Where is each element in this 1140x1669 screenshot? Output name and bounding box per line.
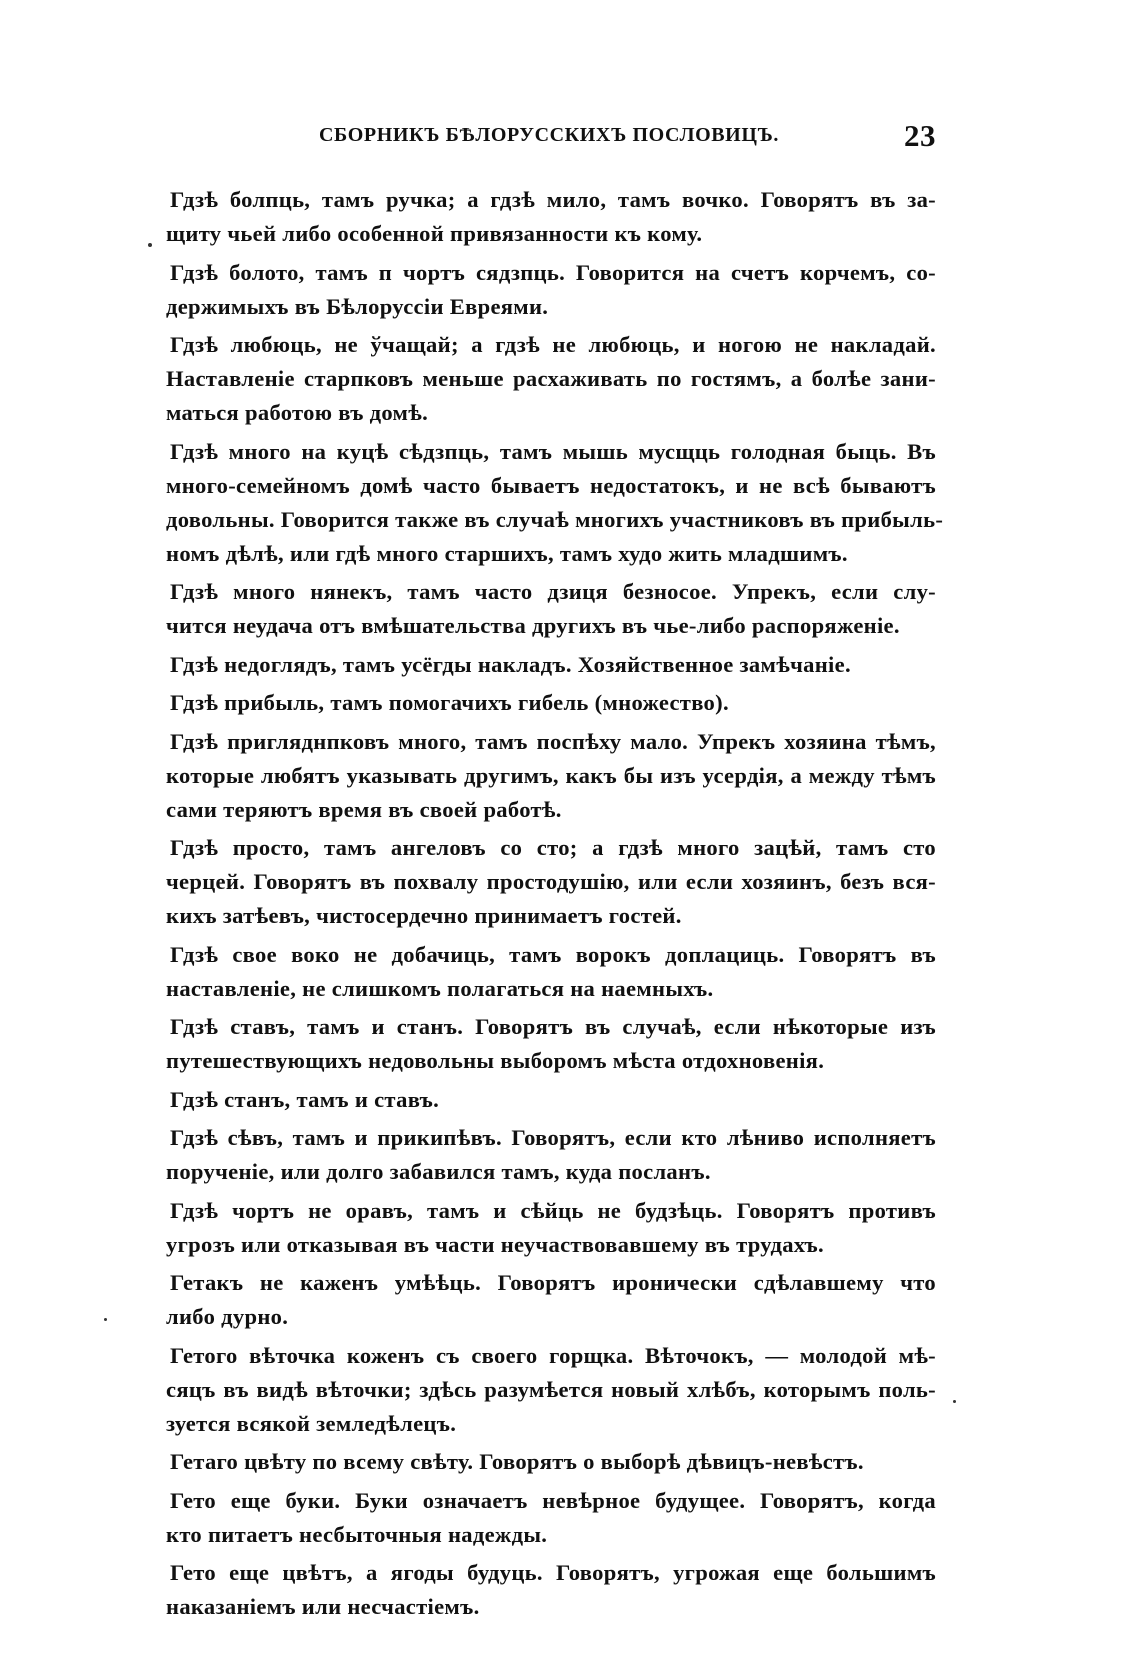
running-title: СБОРНИКЪ БѢЛОРУССКИХЪ ПОСЛОВИЦЪ. (319, 124, 779, 146)
text-line: зуется всякой земледѣлецъ. (166, 1410, 457, 1436)
proverb-entry (166, 435, 944, 571)
proverb-entry (166, 648, 936, 682)
text-line: Гетаго цвѣту по всему свѣту. Говорятъ о выборѣ дѣвицъ-невѣстъ. (170, 1449, 864, 1474)
proverb-entry (166, 328, 936, 430)
text-line: щиту чьей либо особенной привязанности къ кому. (166, 221, 703, 246)
proverb-entry (166, 1121, 936, 1189)
text-line: Гдзѣ болото, тамъ п чортъ сядзпць. Говорится на счетъ корчемъ, со- (170, 259, 936, 285)
proverb-entry (166, 1339, 936, 1441)
proverb-entry (166, 183, 936, 251)
text-line: которые любятъ указывать другимъ, какъ бы изъ усердія, а между тѣмъ (166, 762, 936, 788)
text-line: держимыхъ въ Бѣлоруссіи Евреями. (166, 293, 549, 319)
text-line: номъ дѣлѣ, или гдѣ много старшихъ, тамъ худо жить младшимъ. (166, 540, 848, 566)
text-line: Гето еще цвѣтъ, а ягоды будуць. Говорятъ, угрожая еще большимъ (170, 1560, 936, 1585)
text-line: Гдзѣ просто, тамъ ангеловъ со сто; а гдзѣ много зацѣй, тамъ сто (170, 835, 936, 860)
text-line: маться работою въ домѣ. (166, 400, 429, 425)
text-line: Гдзѣ прибыль, тамъ помогачихъ гибель (множество). (170, 690, 729, 715)
proverb-entry (166, 1266, 936, 1334)
proverb-entry (166, 831, 936, 933)
text-line: Гето еще буки. Буки означаетъ невѣрное будущее. Говорятъ, когда (170, 1487, 936, 1513)
text-line: Гдзѣ много нянекъ, тамъ часто дзиця безносое. Упрекъ, если слу- (170, 579, 936, 604)
text-line: Гдзѣ чортъ не оравъ, тамъ и сѣйць не будзѣць. Говорятъ противъ (170, 1197, 936, 1223)
text-line: угрозъ или отказывая въ части неучаствовавшему въ трудахъ. (166, 1231, 824, 1257)
text-line: довольны. Говорится также въ случаѣ многихъ участниковъ въ прибыль- (166, 506, 944, 532)
text-line: Гдзѣ много на куцѣ сѣдзпць, тамъ мышь мусщць голодная быць. Въ (170, 438, 936, 464)
text-line: наказаніемъ или несчастіемъ. (166, 1594, 480, 1619)
text-line: кто питаетъ несбыточныя надежды. (166, 1521, 548, 1547)
text-line: Гдзѣ болпць, тамъ ручка; а гдзѣ мило, тамъ вочко. Говорятъ въ за- (170, 187, 936, 212)
print-speck (104, 1318, 107, 1321)
text-line: Гетакъ не каженъ умѣѣць. Говорятъ иронически сдѣлавшему что (170, 1270, 936, 1295)
running-head (166, 118, 936, 158)
proverb-entry (166, 1194, 936, 1262)
text-line: порученіе, или долго забавился тамъ, куда посланъ. (166, 1159, 711, 1184)
proverb-entry (166, 575, 936, 643)
text-line: Гдзѣ недоглядъ, тамъ усёгды накладъ. Хозяйственное замѣчаніе. (170, 651, 851, 677)
text-line: кихъ затѣевъ, чистосердечно принимаетъ гостей. (166, 903, 682, 928)
proverb-entry (166, 938, 936, 1006)
proverb-entry (166, 725, 936, 827)
text-line: наставленіе, не слишкомъ полагаться на наемныхъ. (166, 975, 714, 1001)
text-line: сами теряютъ время въ своей работѣ. (166, 796, 562, 822)
proverb-entry (166, 256, 936, 324)
proverb-entry (166, 1445, 936, 1479)
page-number: 23 (904, 118, 936, 153)
text-line: Гдзѣ свое воко не добачиць, тамъ ворокъ доплациць. Говорятъ въ (170, 941, 936, 967)
text-line: сяцъ въ видѣ вѣточки; здѣсь разумѣется новый хлѣбъ, которымъ поль- (166, 1376, 936, 1402)
text-line: черцей. Говорятъ въ похвалу простодушію, или если хозяинъ, безъ вся- (166, 869, 936, 894)
text-line: Гдзѣ станъ, тамъ и ставъ. (170, 1086, 440, 1112)
text-line: чится неудача отъ вмѣшательства другихъ въ чье-либо распоряженіе. (166, 613, 900, 638)
text-line: либо дурно. (166, 1304, 289, 1329)
proverb-entry (166, 1083, 936, 1117)
print-speck (148, 243, 152, 247)
proverb-list (166, 183, 944, 1629)
text-line: Гдзѣ любюць, не ўчащай; а гдзѣ не любюць, и ногою не накладай. (170, 332, 936, 357)
proverb-entry (166, 1010, 936, 1078)
text-line: много-семейномъ домѣ часто бываетъ недостатокъ, и не всѣ бываютъ (166, 472, 936, 498)
proverb-entry (166, 1556, 936, 1624)
text-line: Гдзѣ ставъ, тамъ и станъ. Говорятъ въ случаѣ, если нѣкоторые изъ (170, 1014, 936, 1039)
text-line: Наставленіе старпковъ меньше расхаживать по гостямъ, а болѣе зани- (166, 366, 936, 391)
print-speck (953, 1400, 956, 1403)
text-line: Гдзѣ пригляднпковъ много, тамъ поспѣху мало. Упрекъ хозяина тѣмъ, (170, 728, 936, 754)
text-line: путешествующихъ недовольны выборомъ мѣста отдохновенія. (166, 1048, 825, 1073)
text-line: Гдзѣ сѣвъ, тамъ и прикипѣвъ. Говорятъ, если кто лѣниво исполняетъ (170, 1125, 936, 1150)
text-line: Гетого вѣточка коженъ съ своего горщка. Вѣточокъ, — молодой мѣ- (170, 1342, 936, 1368)
proverb-entry (166, 1484, 936, 1552)
proverb-entry (166, 686, 936, 720)
